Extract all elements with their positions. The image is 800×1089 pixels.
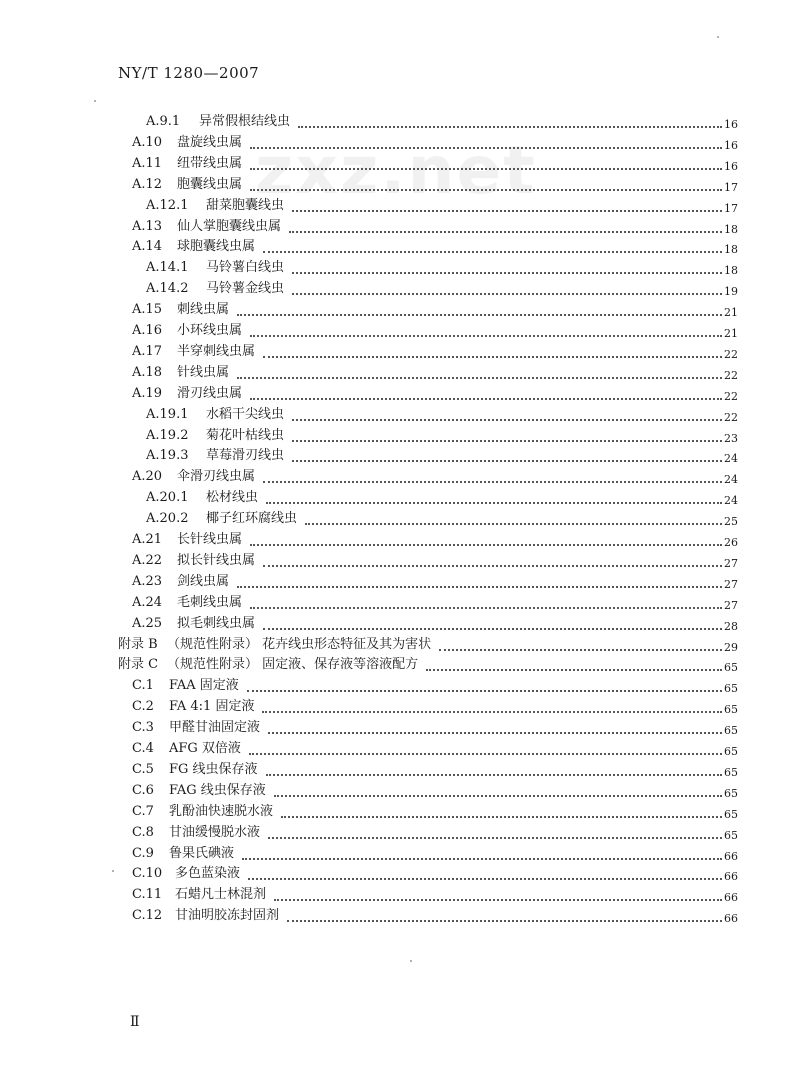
toc-entry-number: A.9.1 xyxy=(146,114,181,129)
toc-entry-page: 26 xyxy=(724,536,738,549)
toc-entry-number: A.22 xyxy=(132,552,163,568)
toc-entry-number: A.16 xyxy=(132,323,163,338)
toc-entry-page: 21 xyxy=(724,306,738,320)
toc-entry-number: A.10 xyxy=(132,134,163,150)
toc-entry xyxy=(0,426,800,446)
toc-entry xyxy=(0,300,800,320)
toc-entry-title: 乳酚油快速脱水液 xyxy=(169,803,274,819)
toc-entry-title: 刺线虫属 xyxy=(177,302,230,318)
toc-entry-title: 水稻干尖线虫 xyxy=(206,406,285,422)
toc-dot-leader xyxy=(237,377,722,379)
toc-entry xyxy=(0,864,800,884)
toc-entry xyxy=(0,217,800,237)
toc-dot-leader xyxy=(292,460,722,462)
toc-entry xyxy=(0,384,800,404)
toc-entry xyxy=(0,279,800,299)
toc-dot-leader xyxy=(237,586,722,588)
toc-entry-page: 66 xyxy=(724,912,738,926)
toc-entry-page: 22 xyxy=(724,389,738,403)
toc-entry-page: 22 xyxy=(724,347,738,361)
toc-entry xyxy=(0,405,800,425)
toc-entry xyxy=(0,802,800,822)
toc-entry xyxy=(0,133,800,153)
toc-entry xyxy=(0,781,800,801)
toc-entry-title: 松材线虫 xyxy=(206,490,259,506)
toc-entry-title: 伞滑刃线虫属 xyxy=(177,469,256,485)
toc-dot-leader xyxy=(250,335,722,337)
toc-entry-title: 胞囊线虫属 xyxy=(177,176,243,192)
toc-entry-number: C.11 xyxy=(132,887,163,903)
toc-entry-number: C.3 xyxy=(132,720,154,736)
toc-dot-leader xyxy=(263,565,722,567)
toc-entry-title: 马铃薯金线虫 xyxy=(206,281,285,297)
toc-entry-title: 毛刺线虫属 xyxy=(177,594,243,610)
toc-entry-number: A.12 xyxy=(132,176,163,192)
watermark: zxz.net xyxy=(255,132,537,209)
toc-entry-number: A.19.3 xyxy=(146,448,189,464)
toc-entry-page: 27 xyxy=(724,598,738,612)
toc-entry-number: A.14.1 xyxy=(146,260,189,276)
toc-dot-leader xyxy=(250,168,722,170)
toc-entry-number: C.1 xyxy=(132,678,154,694)
toc-dot-leader xyxy=(247,690,722,692)
toc-entry-number: A.19.1 xyxy=(146,406,189,422)
scan-speck xyxy=(410,960,412,962)
toc-entry-page: 25 xyxy=(724,515,738,529)
toc-entry xyxy=(0,697,800,717)
toc-entry xyxy=(0,467,800,487)
toc-entry xyxy=(0,718,800,738)
toc-entry-page: 17 xyxy=(724,180,738,194)
toc-entry xyxy=(0,844,800,864)
scan-speck xyxy=(112,870,114,872)
toc-entry-page: 65 xyxy=(724,828,738,842)
toc-entry-page: 16 xyxy=(724,118,738,131)
toc-entry-page: 19 xyxy=(724,285,738,299)
toc-entry-number: A.20 xyxy=(132,469,163,485)
scan-speck xyxy=(717,36,719,38)
page-number: Ⅱ xyxy=(130,1014,140,1030)
toc-entry-page: 65 xyxy=(724,765,738,779)
toc-entry-title: 拟长针线虫属 xyxy=(177,552,256,568)
toc-entry-title: 滑刃线虫属 xyxy=(177,385,243,401)
toc-dot-leader xyxy=(268,732,722,734)
toc-entry xyxy=(0,509,800,529)
toc-entry-number: A.25 xyxy=(132,615,163,631)
toc-entry-page: 27 xyxy=(724,556,738,570)
toc-entry-page: 22 xyxy=(724,410,738,424)
toc-entry-number: A.18 xyxy=(132,364,163,380)
toc-dot-leader xyxy=(242,858,722,860)
toc-dot-leader xyxy=(263,356,722,358)
toc-entry-page: 28 xyxy=(724,619,738,633)
toc-entry-number: A.24 xyxy=(132,594,163,610)
toc-entry-page: 24 xyxy=(724,473,738,487)
toc-entry-title: FA 4:1 固定液 xyxy=(169,699,255,715)
toc-dot-leader xyxy=(266,502,722,504)
toc-entry-page: 21 xyxy=(724,327,738,340)
toc-entry-title: 纽带线虫属 xyxy=(177,155,243,171)
toc-entry-title: 甘油缓慢脱水液 xyxy=(169,824,261,840)
toc-entry-number: C.6 xyxy=(132,782,154,798)
toc-entry-number: A.15 xyxy=(132,302,163,318)
toc-entry-number: A.21 xyxy=(132,532,163,547)
toc-entry-title: 椰子红环腐线虫 xyxy=(206,511,298,527)
toc-dot-leader xyxy=(268,837,722,839)
toc-entry xyxy=(0,237,800,257)
toc-entry-title: 球胞囊线虫属 xyxy=(177,239,256,255)
toc-entry xyxy=(0,906,800,926)
scan-speck xyxy=(94,100,96,102)
toc-entry-page: 65 xyxy=(724,703,738,717)
toc-entry-title: 盘旋线虫属 xyxy=(177,134,243,150)
toc-entry-page: 24 xyxy=(724,494,738,508)
toc-entry-page: 24 xyxy=(724,452,738,466)
toc-entry-title: 甜菜胞囊线虫 xyxy=(206,197,285,213)
toc-dot-leader xyxy=(250,398,722,400)
toc-entry-title: 长针线虫属 xyxy=(177,532,243,547)
toc-dot-leader xyxy=(426,669,722,671)
toc-entry xyxy=(0,655,800,675)
toc-entry-page: 27 xyxy=(724,577,738,591)
toc-dot-leader xyxy=(262,711,722,713)
toc-entry-title: 仙人掌胞囊线虫属 xyxy=(177,218,282,234)
toc-dot-leader xyxy=(263,251,722,253)
toc-entry-title: （规范性附录） 花卉线虫形态特征及其为害状 xyxy=(167,636,432,652)
toc-entry xyxy=(0,363,800,383)
toc-entry-title: （规范性附录） 固定液、保存液等溶液配方 xyxy=(167,657,419,673)
document-code: NY/T 1280—2007 xyxy=(118,64,260,82)
toc-dot-leader xyxy=(292,293,722,295)
toc-entry-title: FG 线虫保存液 xyxy=(169,761,258,777)
toc-entry xyxy=(0,488,800,508)
toc-entry-title: 拟毛刺线虫属 xyxy=(177,615,256,631)
toc-entry-page: 66 xyxy=(724,849,738,863)
toc-entry xyxy=(0,885,800,905)
toc-dot-leader xyxy=(250,189,722,191)
toc-entry-number: C.4 xyxy=(132,741,154,756)
toc-dot-leader xyxy=(292,210,722,212)
toc-entry xyxy=(0,196,800,216)
toc-entry-number: A.11 xyxy=(132,155,163,171)
toc-entry-page: 18 xyxy=(724,243,738,257)
toc-dot-leader xyxy=(250,607,722,609)
toc-entry-page: 65 xyxy=(724,807,738,821)
toc-entry-number: A.13 xyxy=(132,218,163,234)
toc-entry-page: 65 xyxy=(724,682,738,696)
toc-entry-title: 半穿刺线虫属 xyxy=(177,343,256,359)
toc-entry-page: 65 xyxy=(724,745,738,758)
toc-dot-leader xyxy=(292,419,722,421)
toc-entry-number: C.5 xyxy=(132,761,154,777)
toc-entry-title: 小环线虫属 xyxy=(177,323,243,338)
toc-dot-leader xyxy=(237,314,722,316)
toc-entry-number: A.17 xyxy=(132,343,163,359)
toc-entry xyxy=(0,175,800,195)
toc-entry-title: 石蜡凡士林混剂 xyxy=(175,887,267,903)
toc-entry-title: 剑线虫属 xyxy=(177,573,230,589)
toc-entry-page: 66 xyxy=(724,870,738,884)
toc-entry xyxy=(0,676,800,696)
toc-entry xyxy=(0,635,800,655)
toc-entry xyxy=(0,593,800,613)
toc-dot-leader xyxy=(263,628,722,630)
toc-entry-page: 18 xyxy=(724,264,738,278)
toc-dot-leader xyxy=(274,795,722,797)
toc-entry-page: 16 xyxy=(724,138,738,152)
toc-entry-page: 65 xyxy=(724,724,738,738)
toc-entry-title: FAA 固定液 xyxy=(169,678,239,694)
toc-dot-leader xyxy=(287,920,722,922)
toc-entry-number: A.14.2 xyxy=(146,281,189,297)
toc-entry xyxy=(0,572,800,592)
toc-entry xyxy=(0,551,800,571)
toc-entry-page: 66 xyxy=(724,891,738,905)
toc-entry-number: A.14 xyxy=(132,239,163,255)
toc-entry-number: C.7 xyxy=(132,803,154,819)
toc-dot-leader xyxy=(292,272,722,274)
toc-entry xyxy=(0,258,800,278)
toc-entry-title: 甘油明胶冻封固剂 xyxy=(175,908,280,924)
toc-entry-title: 多色蓝染液 xyxy=(175,866,241,882)
toc-entry-number: A.19.2 xyxy=(146,427,189,443)
toc-entry-page: 17 xyxy=(724,201,738,215)
toc-entry xyxy=(0,446,800,466)
toc-dot-leader xyxy=(439,649,722,651)
toc-entry-title: AFG 双倍液 xyxy=(169,741,241,756)
toc-entry xyxy=(0,614,800,634)
toc-entry-number: C.9 xyxy=(132,845,154,861)
toc-dot-leader xyxy=(266,774,722,776)
toc-entry-number: A.23 xyxy=(132,573,163,589)
toc-entry-title: 马铃薯白线虫 xyxy=(206,260,285,276)
toc-dot-leader xyxy=(248,878,722,880)
toc-entry-page: 65 xyxy=(724,786,738,800)
toc-entry-page: 29 xyxy=(724,640,738,654)
toc-dot-leader xyxy=(292,440,722,442)
toc-entry-page: 23 xyxy=(724,431,738,445)
toc-entry xyxy=(0,342,800,362)
toc-entry-number: A.19 xyxy=(132,385,163,401)
toc-entry-title: 异常假根结线虫 xyxy=(199,114,291,129)
toc-entry xyxy=(0,823,800,843)
toc-entry-number: 附录 C xyxy=(118,657,159,673)
toc-entry-title: FAG 线虫保存液 xyxy=(169,782,266,798)
toc-entry xyxy=(0,112,800,132)
toc-entry xyxy=(0,154,800,174)
toc-dot-leader xyxy=(298,126,722,128)
toc-entry xyxy=(0,739,800,759)
toc-entry-page: 18 xyxy=(724,222,738,236)
toc-dot-leader xyxy=(281,816,722,818)
toc-entry-title: 甲醛甘油固定液 xyxy=(169,720,261,736)
toc-entry-page: 65 xyxy=(724,661,738,675)
toc-entry-title: 菊花叶枯线虫 xyxy=(206,427,285,443)
toc-dot-leader xyxy=(249,753,722,755)
toc-entry-number: A.20.1 xyxy=(146,490,189,506)
toc-entry-number: A.12.1 xyxy=(146,197,189,213)
toc-entry-number: A.20.2 xyxy=(146,511,189,527)
toc-entry-number: C.10 xyxy=(132,866,163,882)
toc-entry-page: 22 xyxy=(724,368,738,382)
toc-dot-leader xyxy=(263,481,722,483)
toc-entry-number: C.12 xyxy=(132,908,163,924)
toc-entry-page: 16 xyxy=(724,159,738,173)
toc-entry xyxy=(0,530,800,550)
toc-entry xyxy=(0,760,800,780)
toc-dot-leader xyxy=(305,523,722,525)
toc-entry-title: 鲁果氏碘液 xyxy=(169,845,235,861)
toc-dot-leader xyxy=(250,147,722,149)
toc-entry xyxy=(0,321,800,341)
toc-dot-leader xyxy=(250,544,722,546)
toc-entry-title: 针线虫属 xyxy=(177,364,230,380)
toc-entry-number: C.8 xyxy=(132,824,154,840)
toc-entry-number: C.2 xyxy=(132,699,154,715)
toc-dot-leader xyxy=(289,231,722,233)
toc-entry-title: 草莓滑刃线虫 xyxy=(206,448,285,464)
toc-dot-leader xyxy=(274,899,722,901)
toc-entry-number: 附录 B xyxy=(118,636,158,652)
